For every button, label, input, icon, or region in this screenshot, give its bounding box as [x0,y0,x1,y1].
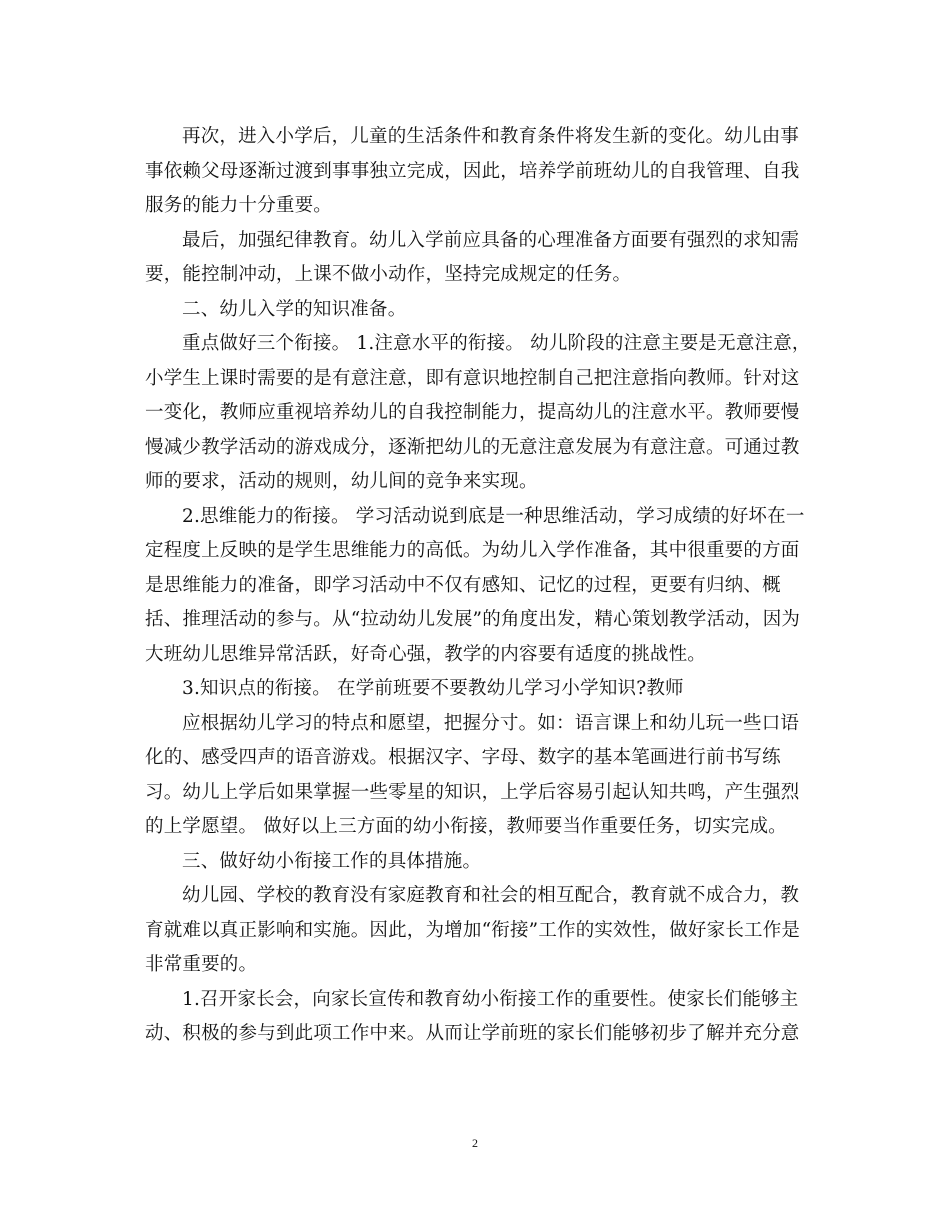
paragraph [145,293,805,328]
text-line: 二、幼儿入学的知识准备。 [182,298,407,320]
text-line: 慢减少教学活动的游戏成分，逐渐把幼儿的无意注意发展为有意注意。可通过教 [145,436,800,458]
text-line: 一变化，教师应重视培养幼儿的自我控制能力，提高幼儿的注意水平。教师要慢 [145,402,800,423]
paragraph [145,707,805,845]
text-line: 应根据幼儿学习的特点和愿望，把握分寸。如：语言课上和幼儿玩一些口语 [182,712,800,734]
text-line: 非常重要的。 [145,954,258,975]
text-line: 定程度上反映的是学生思维能力的高低。为幼儿入学作准备，其中很重要的方面 [145,540,800,561]
text-line: 三、做好幼小衔接工作的具体措施。 [182,850,482,872]
text-line: 育就难以真正影响和实施。因此，为增加“衔接”工作的实效性，做好家长工作是 [145,919,801,941]
text-line: 3.知识点的衔接。 在学前班要不要教幼儿学习小学知识?教师 [182,678,684,699]
text-line: 重点做好三个衔接。 1.注意水平的衔接。 幼儿阶段的注意主要是无意注意， [182,333,811,354]
text-line: 的上学愿望。 做好以上三方面的幼小衔接，教师要当作重要任务，切实完成。 [145,816,787,837]
page-number: 2 [472,1136,478,1150]
text-line: 再次，进入小学后，儿童的生活条件和教育条件将发生新的变化。幼儿由事 [182,126,800,147]
paragraph [145,672,805,707]
text-line: 事依赖父母逐渐过渡到事事独立完成，因此，培养学前班幼儿的自我管理、自我 [145,160,800,182]
text-line: 大班幼儿思维异常活跃，好奇心强，教学的内容要有适度的挑战性。 [145,643,707,665]
text-line: 师的要求，活动的规则，幼儿间的竞争来实现。 [145,471,538,492]
paragraph [145,120,805,224]
text-line: 动、积极的参与到此项工作中来。从而让学前班的家长们能够初步了解并充分意 [145,1023,800,1044]
text-line: 幼儿园、学校的教育没有家庭教育和社会的相互配合，教育就不成合力，教 [182,885,800,906]
text-line: 服务的能力十分重要。 [145,195,333,216]
text-line: 1.召开家长会，向家长宣传和教育幼小衔接工作的重要性。使家长们能够主 [182,988,799,1010]
text-line: 化的、感受四声的语音游戏。根据汉字、字母、数字的基本笔画进行前书写练 [145,747,781,768]
text-line: 2.思维能力的衔接。 学习活动说到底是一种思维活动，学习成绩的好坏在一 [182,505,805,527]
document-body [145,120,811,1052]
paragraph [145,983,805,1052]
paragraph [145,845,805,880]
paragraph [145,224,805,293]
text-line: 小学生上课时需要的是有意注意，即有意识地控制自己把注意指向教师。针对这 [145,367,800,389]
text-line: 是思维能力的准备，即学习活动中不仅有感知、记忆的过程，更要有归纳、概 [145,574,781,596]
text-line: 括、推理活动的参与。从“拉动幼儿发展”的角度出发，精心策划教学活动，因为 [145,609,801,630]
paragraph [145,327,811,500]
paragraph [145,500,805,673]
paragraph [145,879,805,983]
text-line: 要，能控制冲动，上课不做小动作，坚持完成规定的任务。 [145,264,632,285]
text-line: 习。幼儿上学后如果掌握一些零星的知识，上学后容易引起认知共鸣，产生强烈 [145,781,800,803]
text-line: 最后，加强纪律教育。幼儿入学前应具备的心理准备方面要有强烈的求知需 [182,229,800,251]
